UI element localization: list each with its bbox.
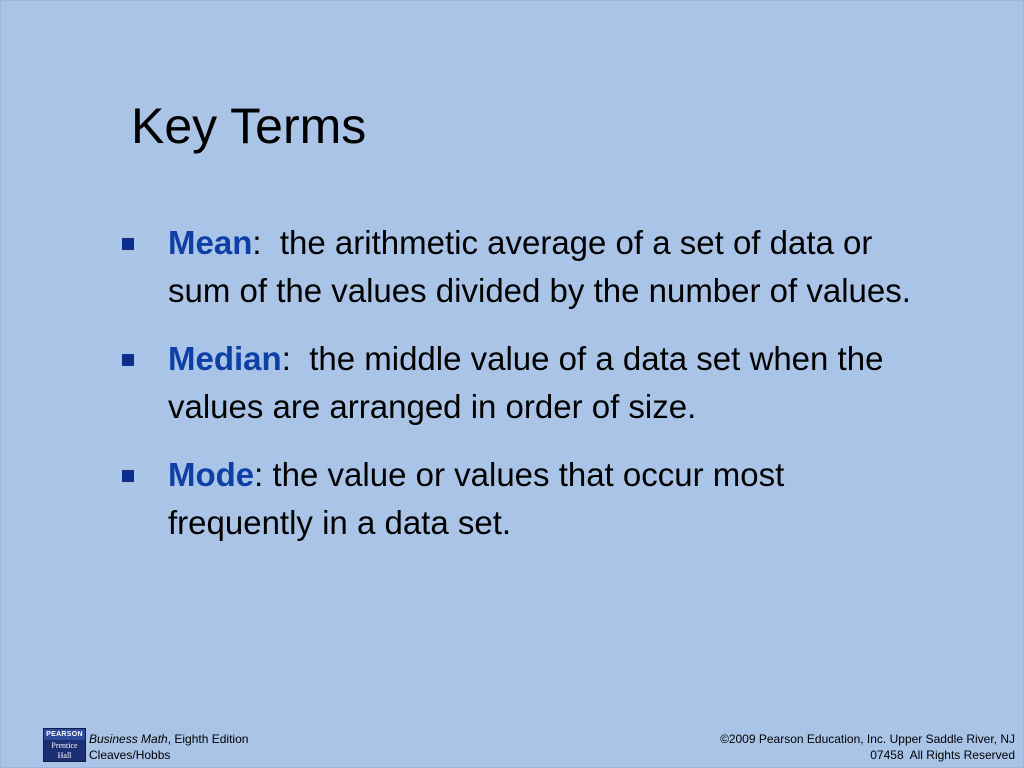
term-separator: : xyxy=(281,340,310,377)
bullet-mean xyxy=(119,219,919,315)
term-definition: the value or values that occur most frequently in a data set. xyxy=(168,456,785,541)
logo-line-1: Prentice xyxy=(51,741,78,750)
bullet-median xyxy=(119,335,919,431)
copyright-icon: © xyxy=(719,732,729,746)
book-authors: Cleaves/Hobbs xyxy=(89,748,171,762)
copyright-line-1 xyxy=(720,731,1015,747)
term-definition: the arithmetic average of a set of data or sum of the values divided by the number of values. xyxy=(168,224,911,309)
key-terms-list xyxy=(119,219,919,567)
logo-top-text: PEARSON xyxy=(44,729,85,740)
term-label: Median xyxy=(168,340,282,377)
square-bullet-icon xyxy=(122,354,134,366)
slide-footer xyxy=(1,727,1024,768)
logo-bottom-text xyxy=(44,740,85,762)
square-bullet-icon xyxy=(122,470,134,482)
term-definition: the middle value of a data set when the values are arranged in order of size. xyxy=(168,340,884,425)
term-separator: : xyxy=(254,456,273,493)
square-bullet-icon xyxy=(122,238,134,250)
copyright-line-2: 07458 All Rights Reserved xyxy=(870,748,1015,762)
bullet-mode xyxy=(119,451,919,547)
term-label: Mean xyxy=(168,224,253,261)
copyright-text: 2009 Pearson Education, Inc. Upper Saddle River, NJ xyxy=(728,732,1015,746)
book-edition: , Eighth Edition xyxy=(167,732,249,746)
footer-copyright xyxy=(720,731,1015,763)
footer-book-info xyxy=(89,731,248,763)
footer-book-line xyxy=(89,731,248,747)
logo-line-2: Hall xyxy=(57,751,72,760)
pearson-prentice-hall-logo xyxy=(43,728,86,762)
book-title: Business Math xyxy=(89,732,168,746)
slide-title: Key Terms xyxy=(131,98,367,154)
term-separator: : xyxy=(252,224,280,261)
term-label: Mode xyxy=(168,456,255,493)
